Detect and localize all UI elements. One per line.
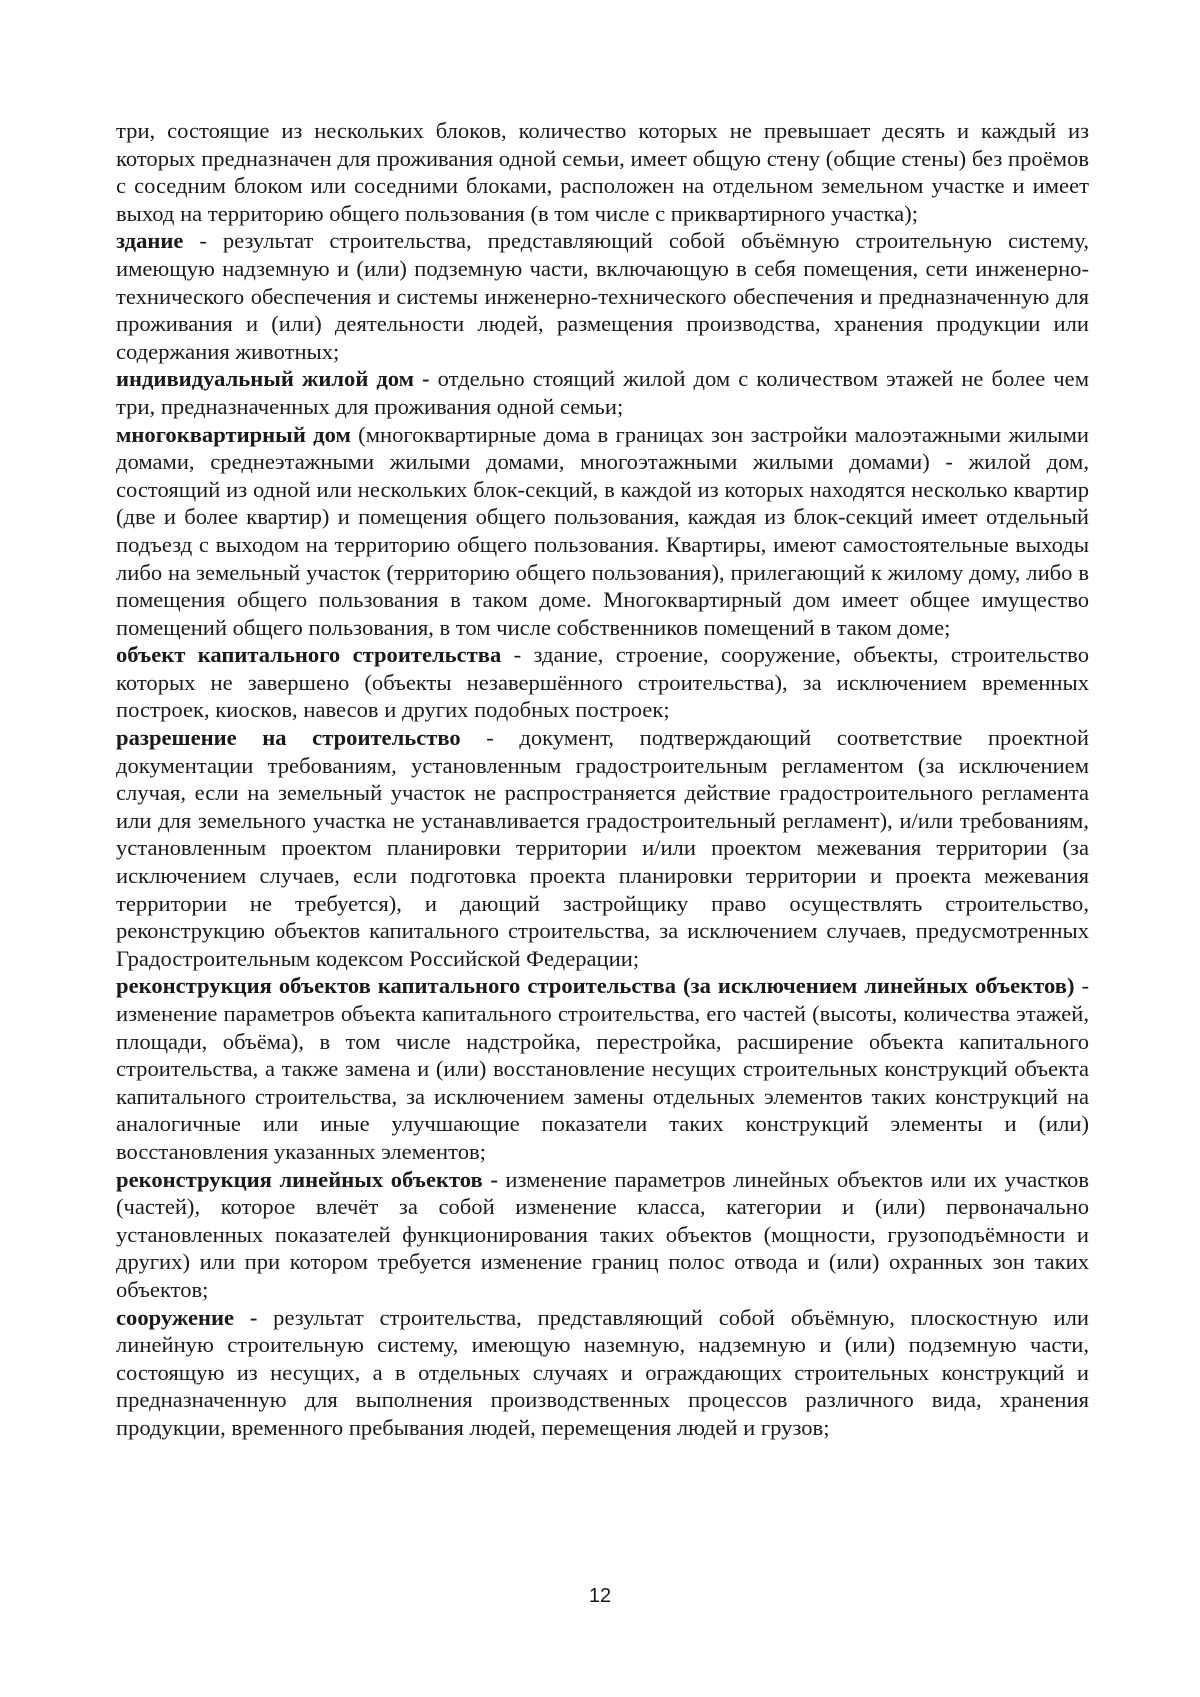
definition-term: реконструкция линейных объектов - — [116, 1166, 498, 1192]
definition-building — [116, 227, 1089, 365]
definition-individual-house — [116, 365, 1089, 420]
definition-text: изменение параметров линейных объектов или их участков (частей), которое влечёт за собой изменение класса, категории и (или) первоначально установленных показателей функционирования таких объектов (мощности, грузоподъёмности и других) или при котором требуется изменение границ полос отвода и (или) охранных зон таких объектов; — [116, 1166, 1089, 1302]
definition-text: (многоквартирные дома в границах зон застройки малоэтажными жилыми домами, среднеэтажными жилыми домами, многоэтажными жилыми домами) - жилой дом, состоящий из одной или нескольких блок-секций, в каждой из которых находятся несколько квартир (две и более квартир) и помещения общего пользования, каждая из блок-секций имеет отдельный подъезд с выходом на территорию общего пользования. Квартиры, имеют самостоятельные выходы либо на земельный участок (территорию общего пользования), прилегающий к жилому дому, либо в помещения общего пользования в таком доме. Многоквартирный дом имеет общее имущество помещений общего пользования, в том числе собственников помещений в таком доме; — [116, 421, 1089, 640]
definition-reconstruction-linear — [116, 1166, 1089, 1304]
definition-term: здание — [116, 228, 184, 254]
definition-term: объект капитального строительства — [116, 642, 502, 668]
definition-text: результат строительства, представляющий собой объёмную, плоскостную или линейную строительную систему, имеющую наземную, надземную и (или) подземную части, состоящую из несущих, а в отдельных случаях и ограждающих строительных конструкций и предназначенную для выполнения производственных процессов различного вида, хранения продукции, временного пребывания людей, перемещения людей и грузов; — [116, 1304, 1089, 1440]
definition-term: индивидуальный жилой дом - — [116, 366, 430, 392]
definition-text: - результат строительства, представляющий собой объёмную строительную систему, имеющую надземную и (или) подземную части, включающую в себя помещения, сети инженерно-технического обеспечения и системы инженерно-технического обеспечения и предназначенную для проживания и (или) деятельности людей, размещения производства, хранения продукции или содержания животных; — [116, 228, 1089, 364]
definition-term: многоквартирный дом — [116, 421, 351, 447]
definition-capital-construction-object — [116, 641, 1089, 724]
definition-text: - изменение параметров объекта капитального строительства, его частей (высоты, количества этажей, площади, объёма), в том числе надстройка, перестройка, расширение объекта капитального строительства, а также замена и (или) восстановление несущих строительных конструкций объекта капитального строительства, за исключением замены отдельных элементов таких конструкций на аналогичные или иные улучшающие показатели таких конструкций элементы и (или) восстановления указанных элементов; — [116, 973, 1089, 1164]
paragraph-text: три, состоящие из нескольких блоков, количество которых не превышает десять и каждый из которых предназначен для проживания одной семьи, имеет общую стену (общие стены) без проёмов с соседним блоком или соседними блоками, расположен на отдельном земельном участке и имеет выход на территорию общего пользования (в том числе с приквартирного участка); — [116, 118, 1089, 226]
page-number: 12 — [588, 1585, 612, 1607]
definition-text: - документ, подтверждающий соответствие проектной документации требованиям, установленным градостроительным регламентом (за исключением случая, если на земельный участок не распространяется действие градостроительного регламента или для земельного участка не устанавливается градостроительный регламент), и/или требованиям, установленным проектом планировки территории и/или проектом межевания территории (за исключением случаев, если подготовка проекта планировки территории и проекта межевания территории не требуется), и дающий застройщику право осуществлять строительство, реконструкцию объектов капитального строительства, за исключением случаев, предусмотренных Градостроительным кодексом Российской Федерации; — [116, 725, 1089, 971]
definition-term: сооружение - — [116, 1304, 258, 1330]
paragraph-continuation — [116, 117, 1089, 227]
definition-term: разрешение на строительство — [116, 725, 461, 751]
definition-structure — [116, 1304, 1089, 1442]
definition-apartment-building — [116, 421, 1089, 642]
definition-text: отдельно стоящий жилой дом с количеством этажей не более чем три, предназначенных для проживания одной семьи; — [116, 366, 1089, 419]
document-body — [116, 117, 1089, 1442]
definition-reconstruction-capital — [116, 972, 1089, 1165]
definition-text: - здание, строение, сооружение, объекты, строительство которых не завершено (объекты незавершённого строительства), за исключением временных построек, киосков, навесов и других подобных построек; — [116, 642, 1089, 723]
definition-building-permit — [116, 724, 1089, 972]
definition-term: реконструкция объектов капитального строительства (за исключением линейных объектов) — [116, 973, 1075, 999]
